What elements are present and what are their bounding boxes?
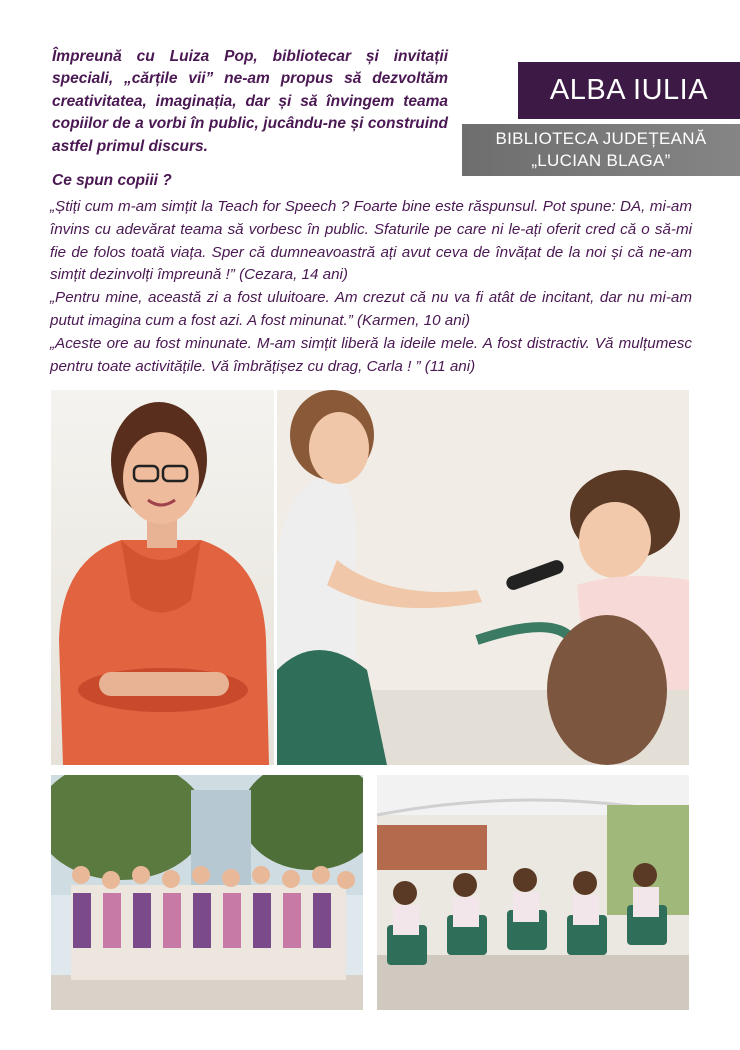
quotes-block: [50, 196, 692, 378]
intro-paragraph: Împreună cu Luiza Pop, bibliotecar și invitații speciali, „cărțile vii” ne-am propus să dezvoltăm creativitatea, imaginația, dar și să învingem teama copiilor de a vorbi în public, jucându-ne și construind astfel primul discurs.: [52, 48, 448, 155]
quote-carla: „Aceste ore au fost minunate. M-am simțit liberă la ideile mele. A fost distractiv. Vă mulțumesc pentru toate activitățile. Vă îmbrățișez cu drag, Carla ! ” (11 ani): [50, 334, 692, 375]
photo-librarian: [51, 390, 274, 765]
library-name-line1: BIBLIOTECA JUDEȚEANĂ: [495, 129, 707, 148]
photo-tent: [377, 775, 689, 1010]
library-banner: [462, 124, 740, 176]
photo-group: [51, 775, 363, 1010]
quote-cezara: „Știți cum m-am simțit la Teach for Speech ? Foarte bine este răspunsul. Pot spune: DA, mi-am învins cu adevărat teama să vorbesc în public. Sfaturile pe care ni le-ați oferit cred că o să-mi fie de folos toată viața. Sper că dumneavoastră ați avut ceva de învățat de la noi și că ne-am simțit dezinvolți împreună !” (Cezara, 14 ani): [50, 198, 692, 284]
city-title: ALBA IULIA: [549, 74, 709, 106]
city-banner: [518, 62, 740, 119]
quote-karmen: „Pentru mine, această zi a fost uluitoare. Am crezut că nu va fi atât de incitant, dar nu mi-am putut imagina cum a fost azi. A fost minunat.” (Karmen, 10 ani): [50, 289, 692, 329]
library-name-line2: „LUCIAN BLAGA”: [531, 151, 671, 170]
photo-microphone: [277, 390, 689, 765]
section-title: Ce spun copiii ?: [52, 172, 172, 189]
